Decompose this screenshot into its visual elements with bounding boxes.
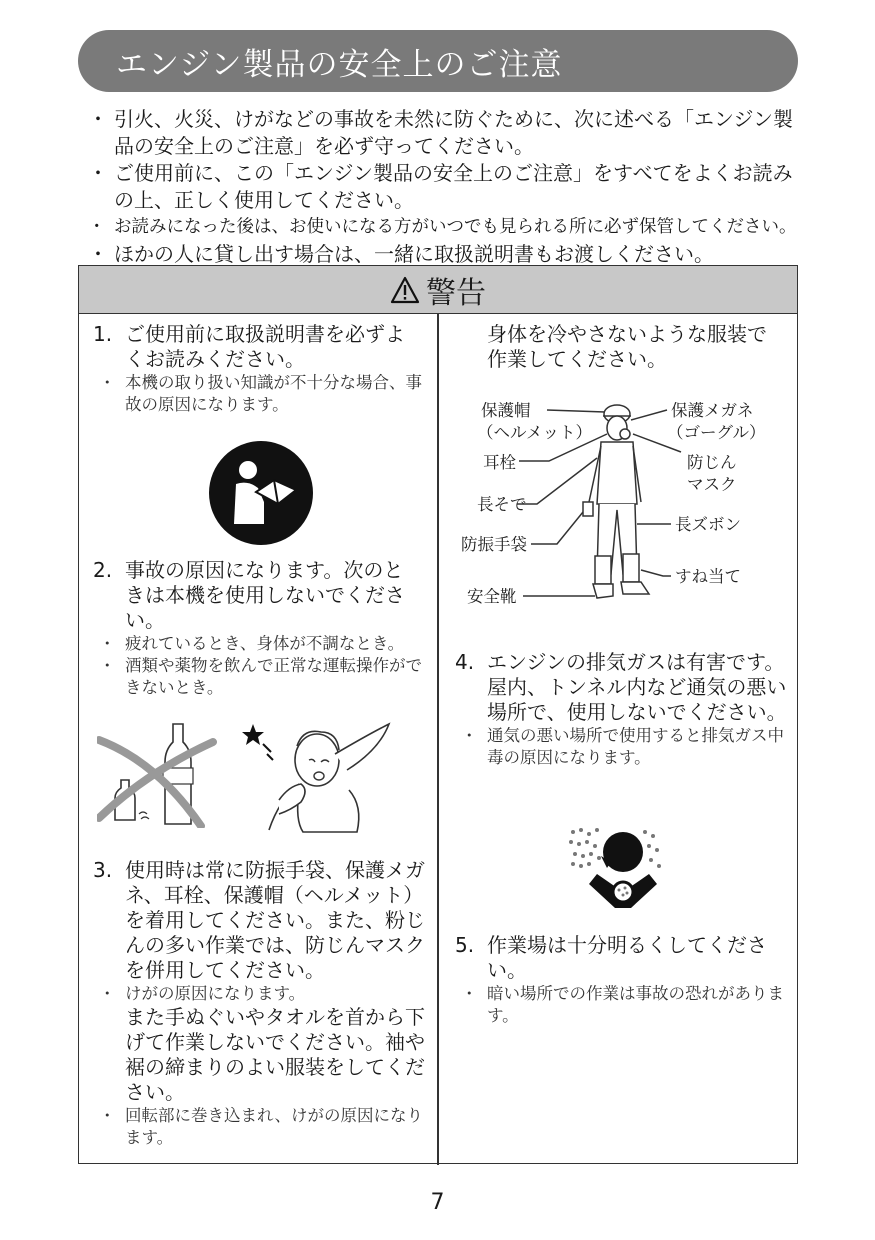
section-heading-text: 事故の原因になります。次のときは本機を使用しないでください。 [125, 558, 405, 632]
section-number: 1. [93, 322, 113, 346]
page-title: エンジン製品の安全上のご注意 [116, 46, 563, 83]
intro-item [82, 160, 802, 214]
bullet-dot: ・ [99, 373, 116, 392]
bullet-dot: ・ [99, 656, 116, 675]
section-number: 5. [455, 933, 475, 957]
alcohol-prohibited-illustration [97, 722, 217, 828]
section-note-text: 酒類や薬物を飲んで正常な運転操作ができないとき。 [125, 656, 422, 697]
section-note [93, 372, 423, 416]
section-heading-text: 使用時は常に防振手袋、保護メガネ、耳栓、保護帽（ヘルメット）を着用してください。また、粉じんの多い作業では、防じんマスクを併用してください。 [125, 858, 425, 982]
section-note-text: 疲れているとき、身体が不調なとき。 [125, 634, 405, 653]
bullet-dot: ・ [88, 107, 108, 131]
intro-item [82, 241, 802, 268]
tired-person-illustration [239, 710, 399, 836]
label-shin: すね当て [675, 567, 741, 586]
intro-text: お読みになった後は、お使いになる方がいつでも見られる所に必ず保管してください。 [114, 217, 797, 237]
bullet-dot: ・ [88, 161, 108, 185]
read-manual-icon [208, 440, 314, 546]
bullet-dot: ・ [99, 1106, 116, 1125]
section-2 [93, 558, 423, 699]
section-heading [455, 650, 789, 725]
column-divider [437, 314, 439, 1165]
section-heading [455, 933, 789, 983]
page-number: 7 [430, 1190, 445, 1215]
section-heading-text: 作業場は十分明るくしてください。 [487, 933, 767, 982]
section-note-text: 本機の取り扱い知識が不十分な場合、事故の原因になります。 [125, 373, 422, 414]
protective-gear-illustration [457, 394, 787, 624]
section-note [93, 655, 423, 699]
label-goggles-sub: （ゴーグル） [667, 423, 766, 442]
page-title-bar [78, 30, 798, 92]
section-note [93, 1105, 427, 1149]
section-heading-text: ご使用前に取扱説明書を必ずよくお読みください。 [125, 322, 405, 371]
section-note [93, 633, 423, 655]
bullet-dot: ・ [88, 217, 106, 237]
bullet-dot: ・ [461, 726, 478, 745]
label-mask-2: マスク [687, 475, 737, 494]
bullet-dot: ・ [99, 634, 116, 653]
section-number: 2. [93, 558, 113, 582]
section-note [455, 725, 789, 769]
warning-header [79, 266, 797, 314]
warning-box [78, 265, 798, 1164]
intro-item [82, 214, 802, 241]
intro-list [82, 106, 802, 268]
label-boots: 安全靴 [467, 587, 517, 606]
warning-triangle-icon [390, 276, 420, 304]
label-helmet-sub: （ヘルメット） [477, 423, 593, 442]
section-5 [455, 933, 789, 1027]
section-4 [455, 650, 789, 769]
section-1 [93, 322, 423, 416]
section-heading [93, 558, 423, 633]
section-note [93, 983, 427, 1005]
label-pants: 長ズボン [675, 515, 741, 534]
section-heading [93, 858, 427, 983]
section-3-continued [455, 322, 785, 372]
bullet-dot: ・ [88, 242, 108, 266]
section-emphasis: また手ぬぐいやタオルを首から下げて作業しないでください。袖や裾の締まりのよい服装をしてください。 [125, 1005, 425, 1104]
section-number: 4. [455, 650, 475, 674]
label-earplug: 耳栓 [483, 453, 516, 472]
label-goggles: 保護メガネ [671, 401, 754, 420]
section-number: 3. [93, 858, 113, 882]
intro-text: ほかの人に貸し出す場合は、一緒に取扱説明書もお渡しください。 [114, 242, 714, 266]
section-note-text: けがの原因になります。 [125, 984, 306, 1003]
section-heading [93, 322, 423, 372]
section-note-text: 暗い場所での作業は事故の恐れがあります。 [487, 984, 784, 1025]
section-note [455, 983, 789, 1027]
section-heading-text: エンジンの排気ガスは有害です。屋内、トンネル内など通気の悪い場所で、使用しないでください。 [487, 650, 787, 724]
intro-text: ご使用前に、この「エンジン製品の安全上のご注意」をすべてをよくお読みの上、正しく使用してください。 [114, 161, 793, 212]
intro-text: 引火、火災、けがなどの事故を未然に防ぐために、次に述べる「エンジン製品の安全上のご注意」を必ず守ってください。 [114, 107, 793, 158]
section-note-text: 通気の悪い場所で使用すると排気ガス中毒の原因になります。 [487, 726, 784, 767]
section-3 [93, 858, 427, 1149]
section-emphasis: 身体を冷やさないような服装で作業してください。 [487, 322, 767, 371]
warning-label: 警告 [426, 275, 486, 311]
bullet-dot: ・ [461, 984, 478, 1003]
bullet-dot: ・ [99, 984, 116, 1003]
exhaust-gas-hazard-icon [567, 822, 663, 916]
label-sleeves: 長そで [477, 495, 527, 514]
label-helmet: 保護帽 [481, 401, 531, 420]
section-note-text: 回転部に巻き込まれ、けがの原因になります。 [125, 1106, 423, 1147]
label-mask-1: 防じん [687, 453, 737, 472]
label-gloves: 防振手袋 [461, 535, 527, 554]
intro-item [82, 106, 802, 160]
